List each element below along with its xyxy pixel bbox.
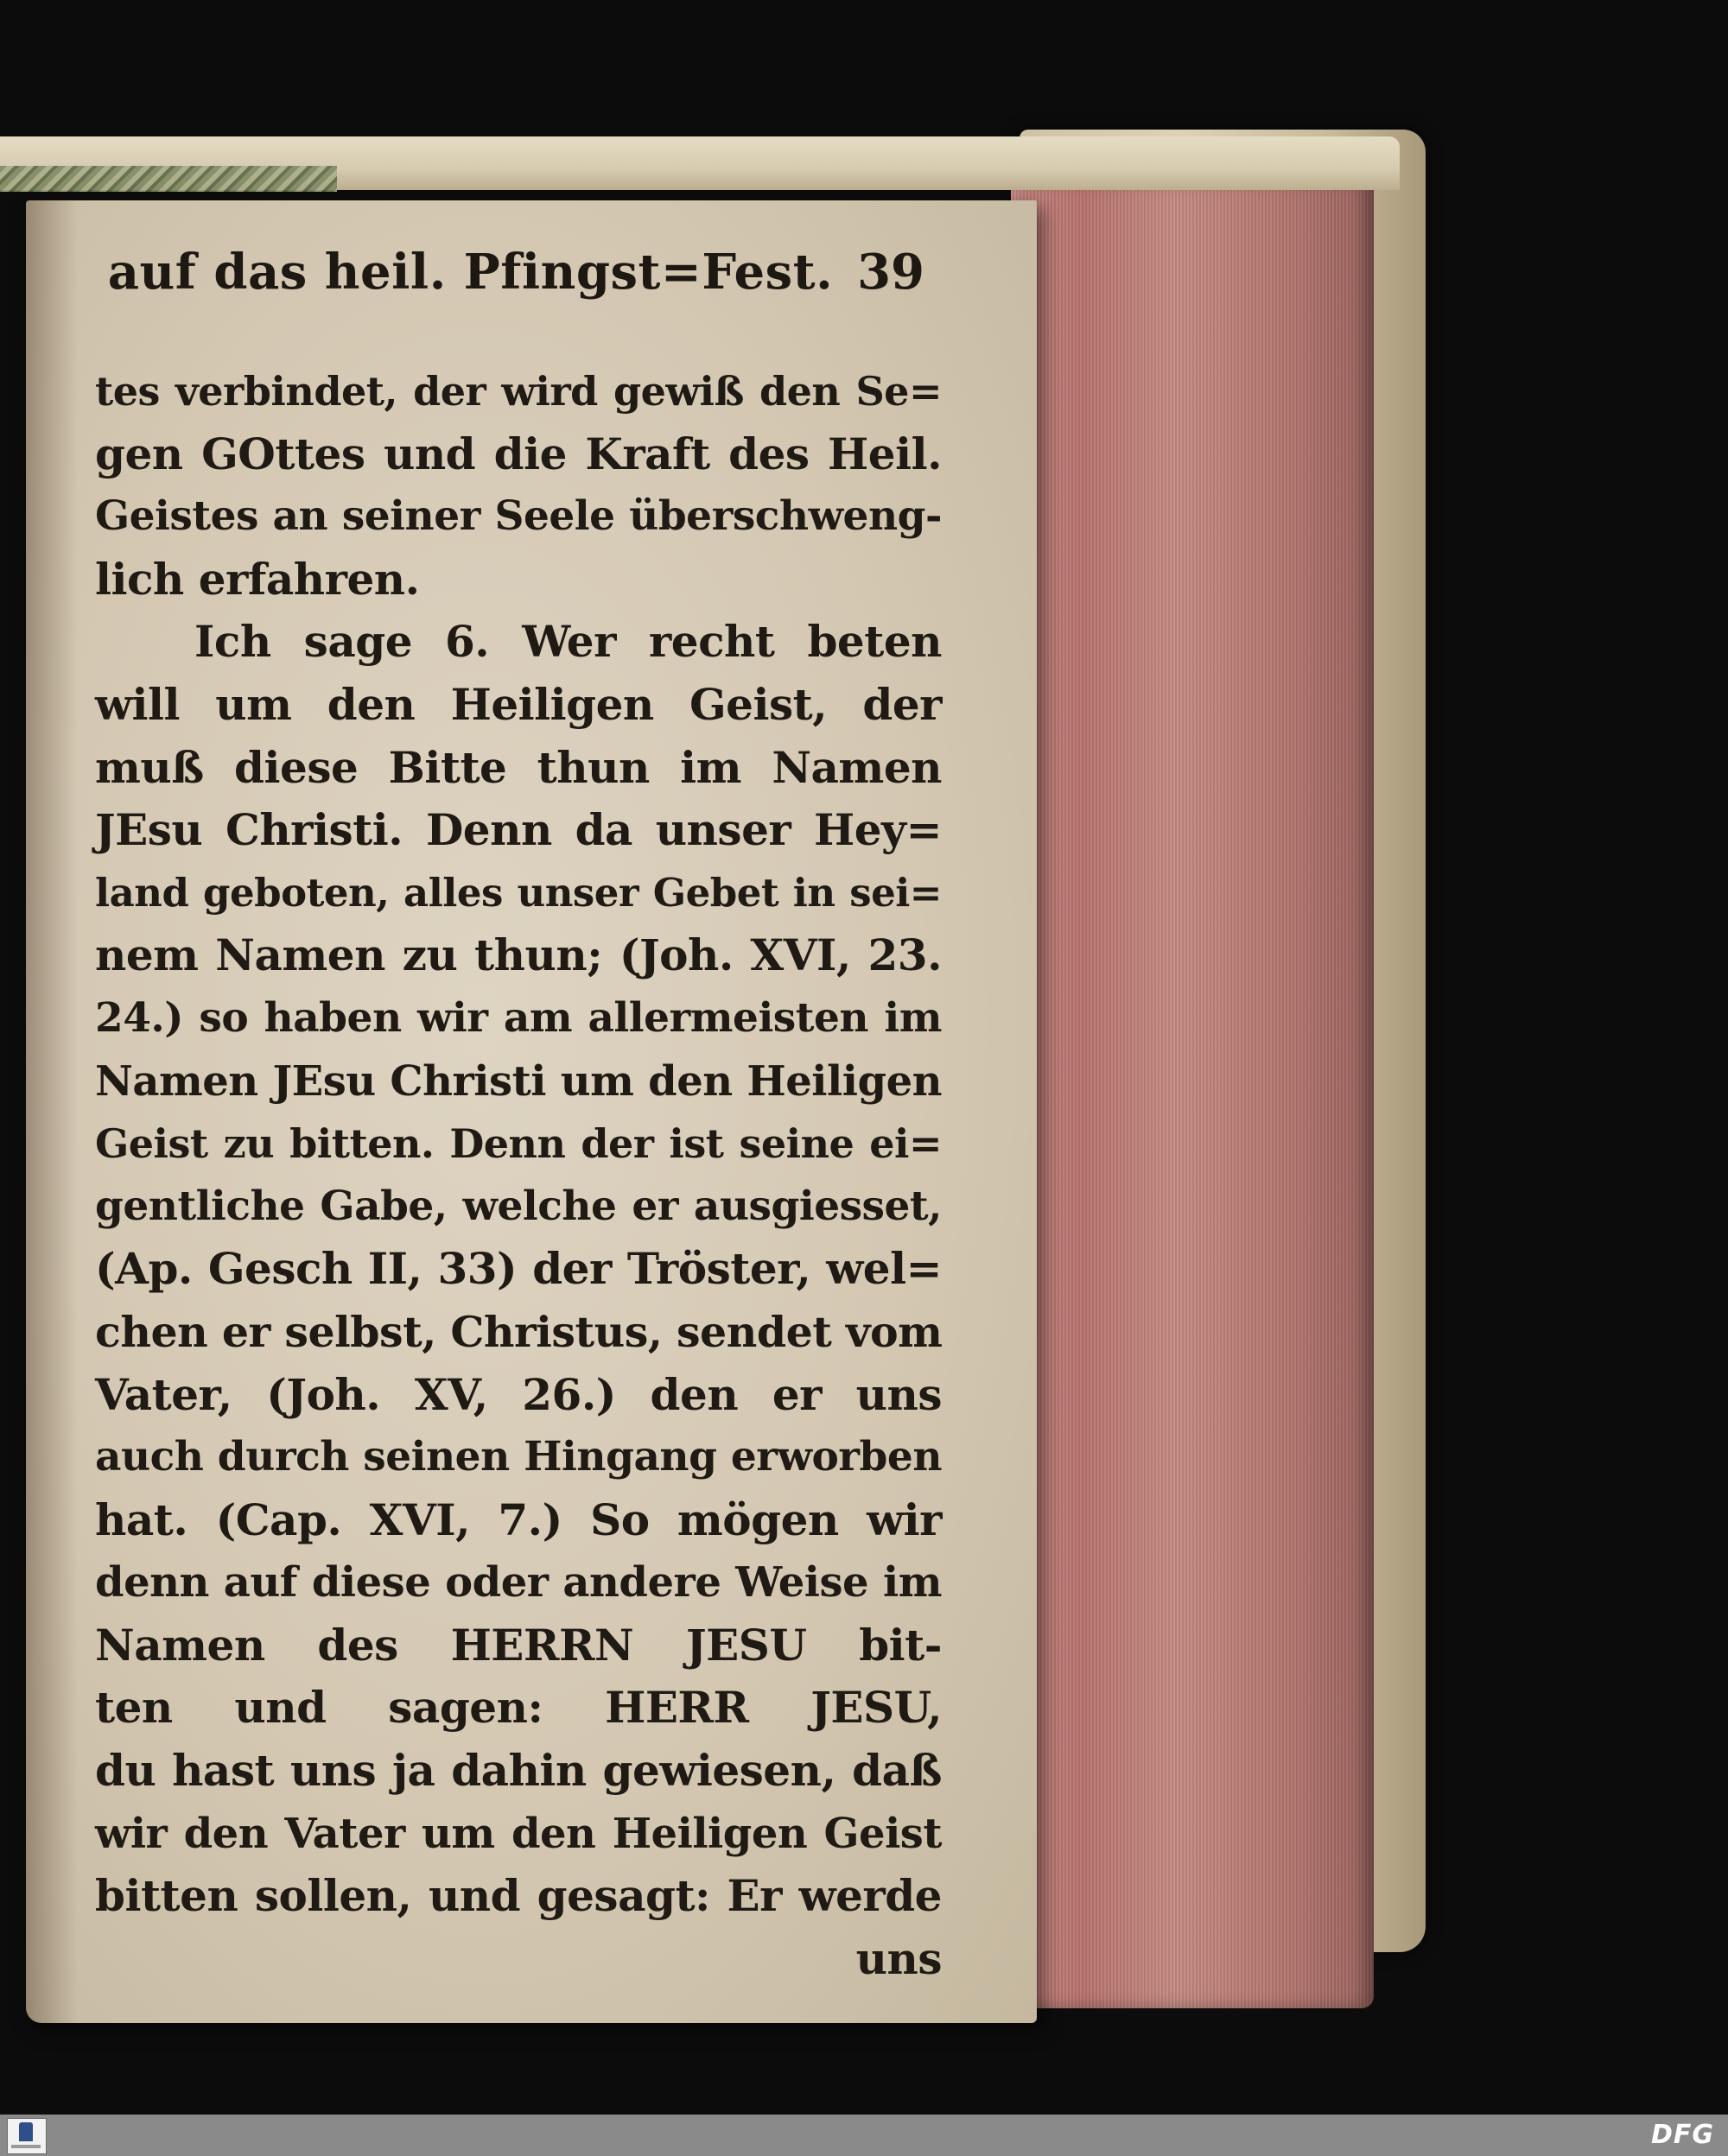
text-line: wir den Vater um den Heiligen Geist <box>95 1809 942 1858</box>
text-line: Ich sage 6. Wer recht beten <box>194 616 942 668</box>
page-number: 39 <box>857 244 924 301</box>
running-title: auf das heil. Pfingst=Fest. <box>107 244 834 301</box>
library-logo-icon[interactable] <box>7 2118 47 2154</box>
text-line: denn auf diese oder andere Weise im <box>95 1558 942 1607</box>
footer-bar <box>0 2115 1728 2156</box>
page-edge-block <box>1011 181 1374 2008</box>
text-line: ten und sagen: HERR JESU, <box>95 1682 942 1734</box>
catchword: uns <box>855 1932 942 1984</box>
text-line: gen GOttes und die Kraft des Heil. <box>95 428 942 479</box>
gutter-shadow <box>26 200 78 2023</box>
text-line: Namen JEsu Christi um den Heiligen <box>95 1056 942 1106</box>
text-line: (Ap. Gesch II, 33) der Tröster, wel= <box>95 1243 942 1295</box>
text-line: bitten sollen, und gesagt: Er werde <box>95 1870 942 1922</box>
text-line: tes verbindet, der wird gewiß den Se= <box>95 368 942 415</box>
text-line: Vater, (Joh. XV, 26.) den er uns <box>95 1368 942 1420</box>
library-mark <box>19 2122 33 2141</box>
text-line: du hast uns ja dahin gewiesen, daß <box>95 1745 942 1797</box>
text-line: will um den Heiligen Geist, der <box>95 678 942 730</box>
text-line: nem Namen zu thun; (Joh. XVI, 23. <box>95 929 942 981</box>
text-line: land geboten, alles unser Gebet in sei= <box>95 869 942 916</box>
text-line: Geist zu bitten. Denn der ist seine ei= <box>95 1120 942 1168</box>
spine-lacing <box>0 166 337 192</box>
text-line: auch durch seinen Hingang erworben <box>95 1433 942 1481</box>
dfg-logo[interactable]: DFG <box>1650 2120 1714 2150</box>
text-line: Geistes an seiner Seele überschweng- <box>95 492 942 541</box>
text-line: gentliche Gabe, welche er ausgiesset, <box>95 1182 942 1230</box>
text-line: 24.) so haben wir am allermeisten im <box>95 993 942 1042</box>
text-line: muß diese Bitte thun im Namen <box>95 741 942 793</box>
library-caption <box>11 2145 41 2148</box>
running-head <box>26 244 924 301</box>
text-line: JEsu Christi. Denn da unser Hey= <box>95 804 942 856</box>
body-text <box>95 360 942 1990</box>
text-line: lich erfahren. <box>95 553 420 605</box>
text-line: Namen des HERRN JESU bit- <box>95 1619 942 1671</box>
text-line: hat. (Cap. XVI, 7.) So mögen wir <box>95 1493 942 1545</box>
book-page <box>26 200 1037 2023</box>
text-line: chen er selbst, Christus, sendet vom <box>95 1306 943 1357</box>
